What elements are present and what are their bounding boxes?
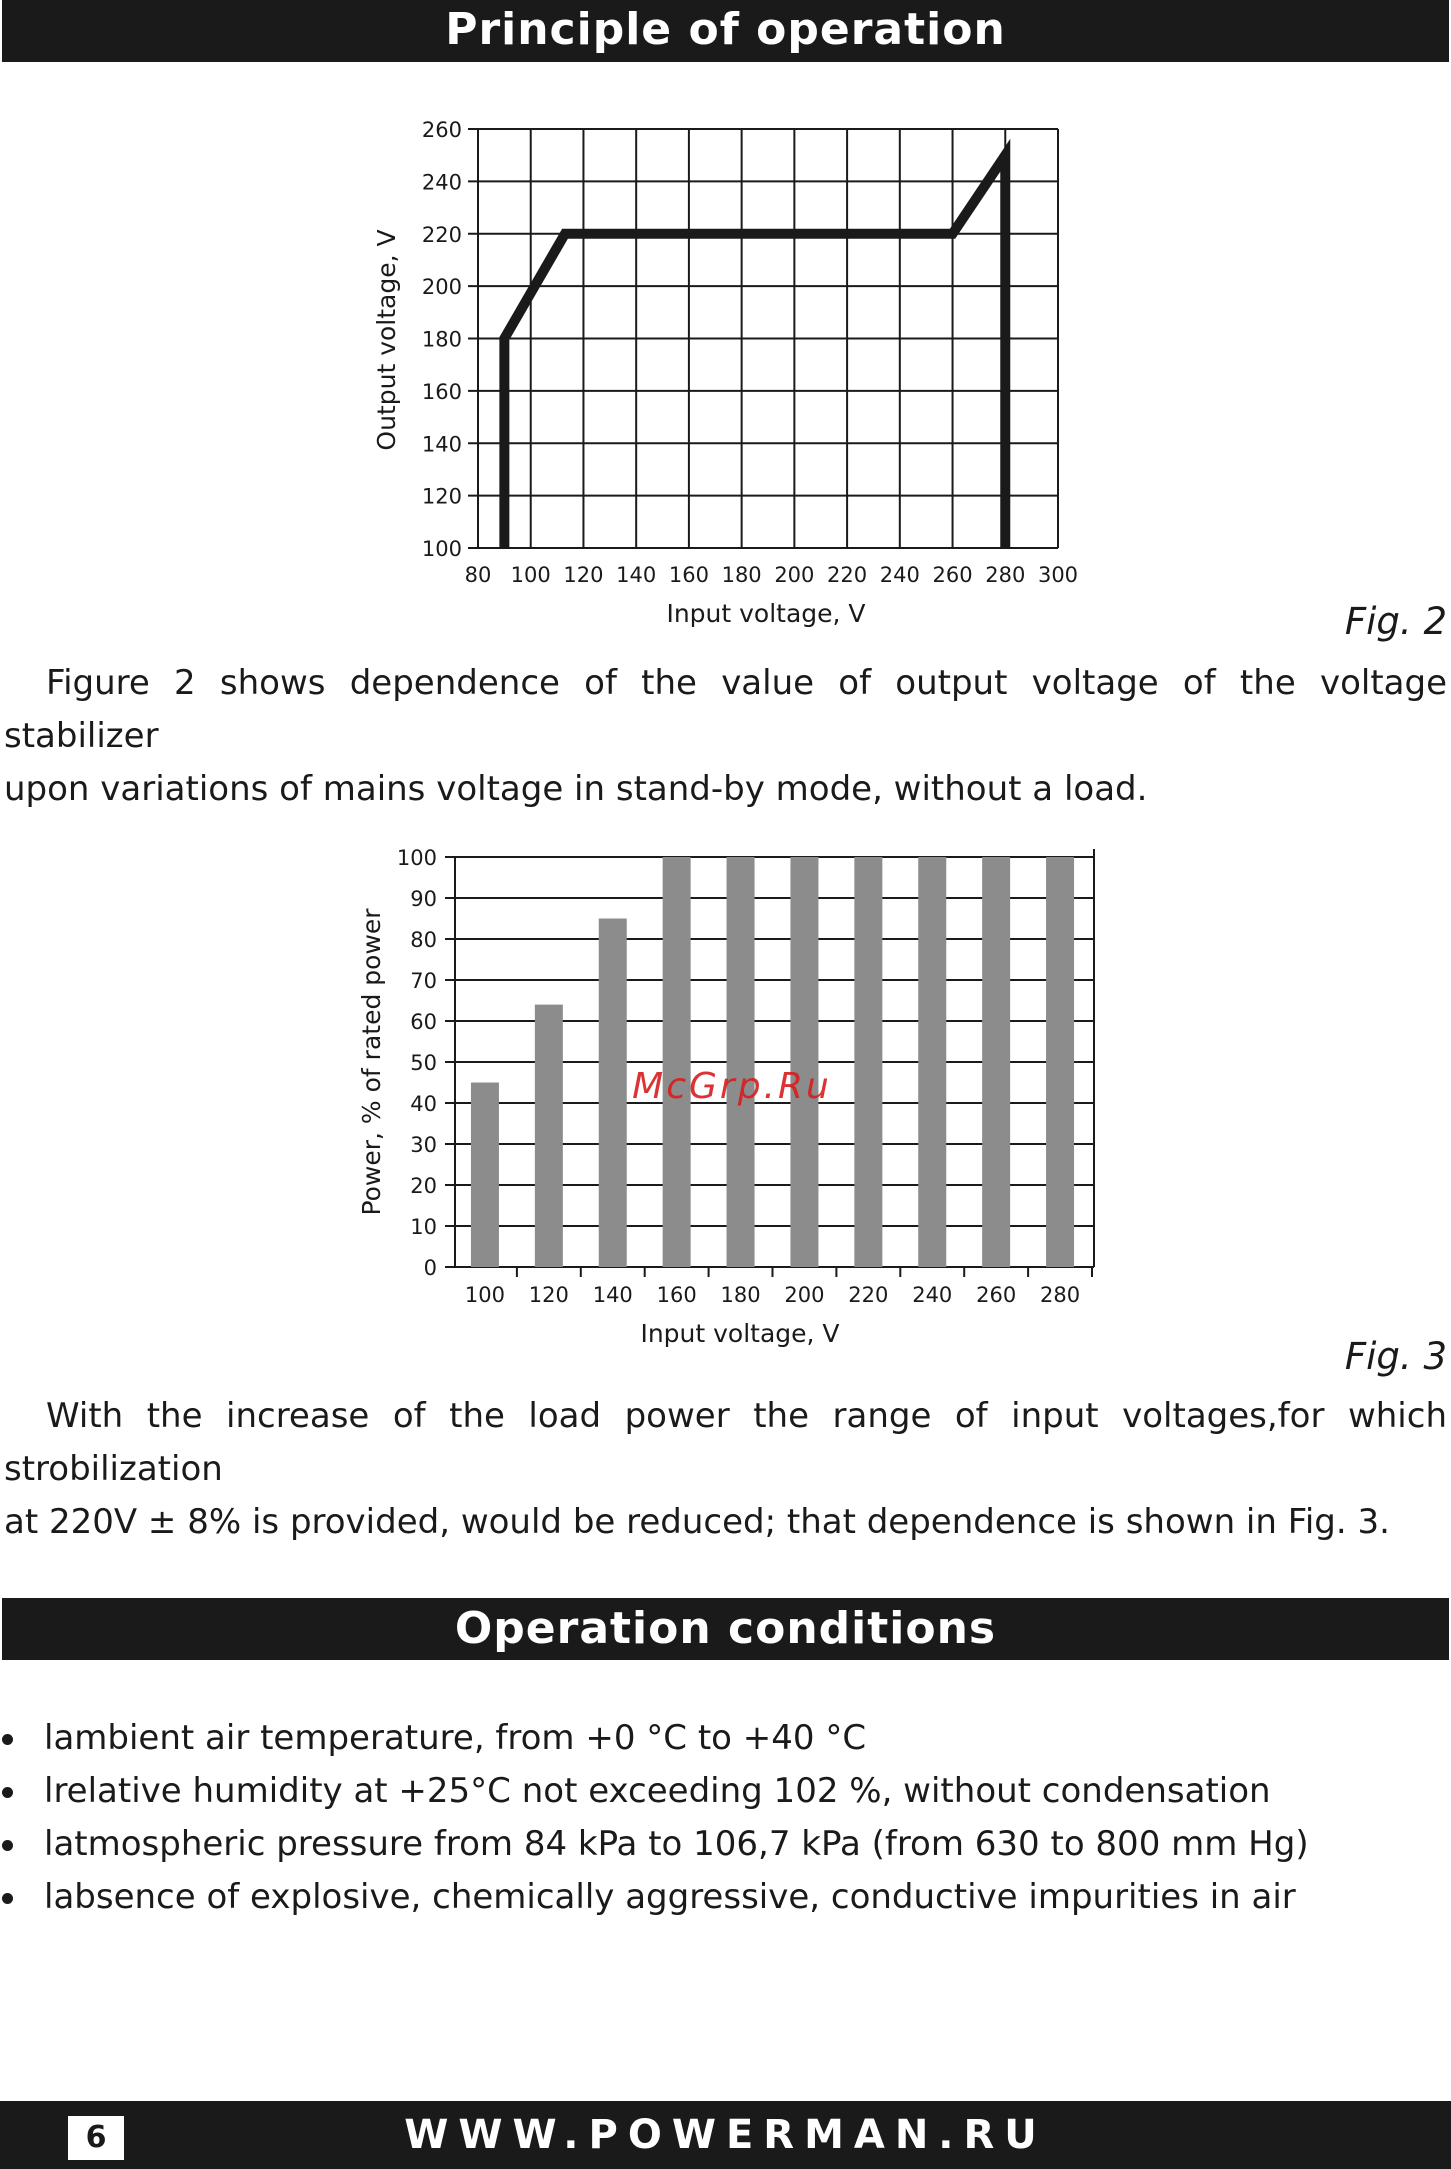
paragraph-figure-3-line-1: With the increase of the load power the range of input voltages,for which strobilization — [4, 1396, 1447, 1489]
fig2-x-tick-label: 100 — [510, 563, 551, 587]
fig3-y-tick-label: 50 — [410, 1051, 437, 1075]
fig3-x-tick-labels — [465, 1283, 1080, 1307]
list-item-text: latmospheric pressure from 84 kPa to 106,7 kPa (from 630 to 800 mm Hg) — [44, 1824, 1309, 1864]
fig3-x-tick-label: 160 — [656, 1283, 697, 1307]
fig3-y-tick-labels — [397, 846, 437, 1280]
fig2-y-tick-label: 240 — [421, 170, 462, 195]
fig2-x-tick-label: 160 — [668, 563, 709, 587]
fig2-y-tick-label: 160 — [421, 379, 462, 404]
fig3-x-tick-label: 180 — [720, 1283, 761, 1307]
fig3-bar — [918, 857, 946, 1267]
list-item-text: lambient air temperature, from +0 °C to +40 °C — [44, 1718, 867, 1758]
figure-3-caption: Fig. 3 — [1344, 1335, 1447, 1378]
fig2-x-tick-label: 120 — [563, 563, 604, 587]
fig3-y-axis-label: Power, % of rated power — [357, 908, 386, 1216]
bullet-icon — [2, 1734, 13, 1745]
fig3-y-tick-label: 80 — [410, 928, 437, 952]
list-item — [0, 1871, 1309, 1924]
fig3-bar — [535, 1005, 563, 1267]
fig3-y-tick-label: 20 — [410, 1174, 437, 1198]
section-title-principle: Principle of operation — [2, 0, 1449, 62]
list-item-text: lrelative humidity at +25°C not exceeding 102 %, without condensation — [44, 1771, 1271, 1811]
fig2-x-tick-label: 140 — [616, 563, 657, 587]
fig3-x-tick-label: 120 — [528, 1283, 569, 1307]
fig3-x-tick-label: 200 — [784, 1283, 825, 1307]
fig3-bar — [663, 857, 691, 1267]
bullet-icon — [2, 1787, 13, 1798]
fig3-bar — [599, 919, 627, 1268]
paragraph-figure-3-line-2: at 220V ± 8% is provided, would be reduced; that dependence is shown in Fig. 3. — [4, 1502, 1390, 1542]
fig2-y-tick-label: 200 — [421, 275, 462, 300]
fig3-x-tick-label: 100 — [464, 1283, 505, 1307]
list-item — [0, 1765, 1309, 1818]
paragraph-figure-2-line-1: Figure 2 shows dependence of the value of output voltage of the voltage stabilizer — [4, 663, 1447, 756]
bullet-icon — [2, 1893, 13, 1904]
fig3-bar — [790, 857, 818, 1267]
fig3-x-tick-label: 280 — [1040, 1283, 1081, 1307]
fig3-y-tick-label: 30 — [410, 1133, 437, 1157]
list-item — [0, 1818, 1309, 1871]
fig3-y-tick-label: 100 — [396, 846, 437, 870]
fig2-y-tick-label: 140 — [421, 432, 462, 457]
fig3-bar — [854, 857, 882, 1267]
fig3-y-tick-label: 60 — [410, 1010, 437, 1034]
figure-2-caption: Fig. 2 — [1344, 600, 1447, 643]
fig2-x-axis-label: Input voltage, V — [666, 599, 866, 628]
fig3-y-tick-label: 90 — [410, 887, 437, 911]
section-title-conditions: Operation conditions — [2, 1598, 1449, 1660]
fig2-y-tick-label: 220 — [421, 222, 462, 247]
fig3-y-tick-label: 40 — [410, 1092, 437, 1116]
fig3-y-tick-label: 0 — [423, 1256, 437, 1280]
fig3-bar — [727, 857, 755, 1267]
fig2-x-tick-label: 180 — [721, 563, 762, 587]
fig2-x-tick-label: 220 — [827, 563, 868, 587]
fig2-x-tick-label: 260 — [932, 563, 973, 587]
list-item-text: labsence of explosive, chemically aggressive, conductive impurities in air — [44, 1877, 1296, 1917]
conditions-list — [0, 1712, 1309, 1924]
fig2-y-tick-label: 120 — [421, 484, 462, 509]
fig3-bar — [471, 1083, 499, 1268]
fig3-x-tick-label: 140 — [592, 1283, 633, 1307]
website-link[interactable]: WWW.POWERMAN.RU — [404, 2112, 1047, 2158]
fig3-x-axis-label: Input voltage, V — [640, 1319, 840, 1348]
fig3-x-tick-label: 240 — [912, 1283, 953, 1307]
fig2-x-tick-label: 300 — [1037, 563, 1079, 587]
fig2-x-tick-label: 240 — [879, 563, 920, 587]
fig3-x-tick-label: 220 — [848, 1283, 889, 1307]
fig2-x-tick-label: 280 — [985, 563, 1026, 587]
fig2-y-tick-label: 180 — [421, 327, 462, 352]
page-number: 6 — [68, 2116, 124, 2160]
paragraph-figure-3 — [4, 1390, 1447, 1549]
paragraph-figure-2-line-2: upon variations of mains voltage in stand-by mode, without a load. — [4, 769, 1148, 809]
fig2-y-axis-label: Output voltage, V — [372, 229, 401, 451]
fig2-x-tick-label: 80 — [464, 563, 492, 587]
bullet-icon — [2, 1840, 13, 1851]
fig2-x-tick-label: 200 — [774, 563, 815, 587]
fig3-bar — [1046, 857, 1074, 1267]
fig2-y-tick-label: 260 — [421, 118, 462, 142]
fig3-x-tick-label: 260 — [976, 1283, 1017, 1307]
watermark: McGrp.Ru — [632, 1066, 832, 1107]
fig3-y-tick-label: 10 — [410, 1215, 437, 1239]
fig3-y-tick-label: 70 — [410, 969, 437, 993]
list-item — [0, 1712, 1309, 1765]
fig3-bar — [982, 857, 1010, 1267]
fig2-y-tick-label: 100 — [421, 537, 462, 561]
